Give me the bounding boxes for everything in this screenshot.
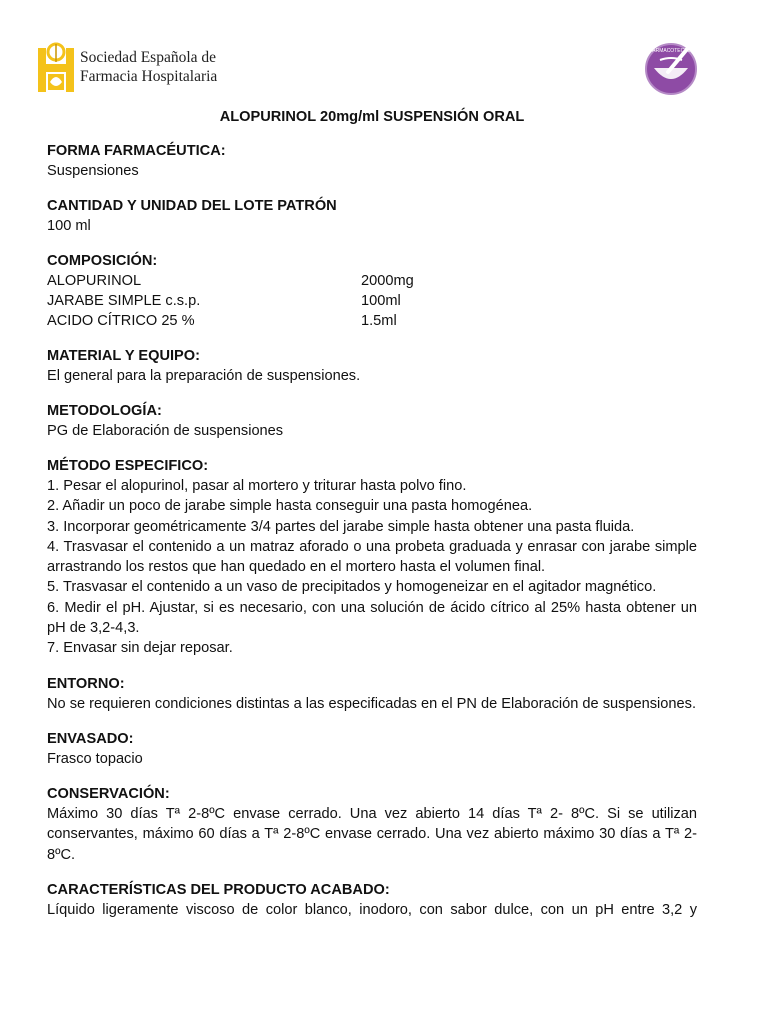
method-step: 4. Trasvasar el contenido a un matraz aforado o una probeta graduada y enrasar con jarabe simple arrastrando los restos que han quedado en el mortero hasta el volumen final. [47,538,697,576]
text-conservacion: Máximo 30 días Tª 2-8ºC envase cerrado. Una vez abierto 14 días Tª 2- 8ºC. Si se utilizan conservantes, máximo 60 días a Tª 2-8ºC envase cerrado. Una vez abierto máximo 30 días a Tª 2-8ºC. [47,805,697,863]
heading-material: MATERIAL Y EQUIPO: [47,348,200,364]
farmacotecnia-logo-text: FARMACOTECNIA [649,48,693,54]
text-envasado: Frasco topacio [47,750,143,767]
method-step: 7. Envasar sin dejar reposar. [47,640,233,657]
sefh-logo-text [80,48,217,86]
heading-envasado: ENVASADO: [47,730,134,747]
section-composicion [47,251,697,331]
heading-conservacion: CONSERVACIÓN: [47,785,170,802]
section-entorno [47,674,697,714]
text-material: El general para la preparación de suspensiones. [47,368,361,384]
document-body [47,107,697,935]
sefh-logo [38,42,217,92]
composition-quantity: 100ml [361,293,401,309]
section-metodologia [47,401,697,441]
composition-row [47,291,697,311]
page-header [0,0,768,100]
section-conservacion [47,784,697,865]
method-step: 3. Incorporar geométricamente 3/4 partes del jarabe simple hasta obtener una pasta fluida. [47,518,635,535]
document-title: ALOPURINOL 20mg/ml SUSPENSIÓN ORAL [219,109,525,125]
composition-row [47,311,697,331]
heading-caracteristicas: CARACTERÍSTICAS DEL PRODUCTO ACABADO: [47,881,390,898]
section-cantidad [47,196,697,236]
composition-ingredient: ACIDO CÍTRICO 25 % [47,313,195,329]
method-step: 1. Pesar el alopurinol, pasar al mortero y triturar hasta polvo fino. [47,478,467,494]
section-forma [47,141,697,181]
method-step: 5. Trasvasar el contenido a un vaso de precipitados y homogeneizar en el agitador magnético. [47,579,657,596]
text-entorno: No se requieren condiciones distintas a las especificadas en el PN de Elaboración de suspensiones. [47,695,697,712]
heading-cantidad: CANTIDAD Y UNIDAD DEL LOTE PATRÓN [47,198,337,214]
text-metodologia: PG de Elaboración de suspensiones [47,423,284,439]
composition-quantity: 1.5ml [361,313,397,329]
heading-entorno: ENTORNO: [47,675,125,692]
text-forma: Suspensiones [47,163,139,179]
text-cantidad: 100 ml [47,218,91,234]
text-caracteristicas: Líquido ligeramente viscoso de color blanco, inodoro, con sabor dulce, con un pH entre 3,2 y [47,901,697,918]
heading-forma: FORMA FARMACÉUTICA: [47,143,226,159]
org-name-line2: Farmacia Hospitalaria [80,68,218,85]
heading-metodologia: METODOLOGÍA: [47,403,162,419]
org-name-line1: Sociedad Española de [80,49,217,66]
method-step: 6. Medir el pH. Ajustar, si es necesario, con una solución de ácido cítrico al 25% hasta obtener un pH de 3,2-4,3. [47,599,697,637]
farmacotecnia-logo [638,38,704,96]
section-metodo [47,456,697,659]
composition-quantity: 2000mg [361,273,414,289]
composition-row [47,271,697,291]
composition-ingredient: ALOPURINOL [47,273,142,289]
section-caracteristicas [47,880,697,920]
composition-ingredient: JARABE SIMPLE c.s.p. [47,293,201,309]
heading-composicion: COMPOSICIÓN: [47,253,158,269]
section-envasado [47,729,697,769]
sefh-emblem-icon [38,42,74,92]
method-step: 2. Añadir un poco de jarabe simple hasta conseguir una pasta homogénea. [47,498,533,515]
heading-metodo: MÉTODO ESPECIFICO: [47,458,209,474]
section-material [47,346,697,386]
